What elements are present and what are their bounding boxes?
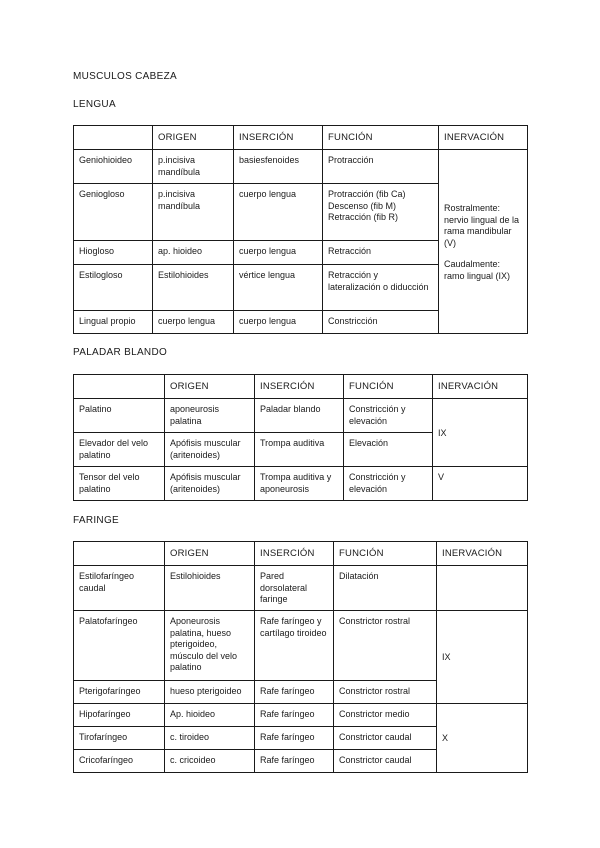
funcion-cell: Constrictor caudal xyxy=(334,727,437,750)
inervacion-caudal: Caudalmente: ramo lingual (IX) xyxy=(444,259,511,281)
musculo-cell: Elevador del velo palatino xyxy=(74,433,165,467)
musculo-cell: Lingual propio xyxy=(74,311,153,334)
origen-cell: aponeurosis palatina xyxy=(165,399,255,433)
table-row xyxy=(74,704,528,727)
funcion-cell: Retracción y lateralización o diducción xyxy=(323,265,439,311)
header-cell: ORIGEN xyxy=(165,542,255,566)
origen-cell: Apófisis muscular (aritenoides) xyxy=(165,467,255,501)
inervacion-cell: IX xyxy=(437,611,528,704)
header-cell: FUNCIÓN xyxy=(344,375,433,399)
table-header-row xyxy=(74,126,528,150)
header-cell: INSERCIÓN xyxy=(234,126,323,150)
header-cell: ORIGEN xyxy=(153,126,234,150)
origen-cell: p.incisiva mandíbula xyxy=(153,184,234,241)
header-cell: INERVACIÓN xyxy=(439,126,528,150)
musculo-cell: Estilogloso xyxy=(74,265,153,311)
funcion-cell: Constrictor rostral xyxy=(334,681,437,704)
origen-cell: hueso pterigoideo xyxy=(165,681,255,704)
funcion-cell: Constrictor rostral xyxy=(334,611,437,681)
insercion-cell: Trompa auditiva xyxy=(255,433,344,467)
origen-cell: p.incisiva mandíbula xyxy=(153,150,234,184)
musculo-cell: Geniohioideo xyxy=(74,150,153,184)
insercion-cell: Rafe faríngeo xyxy=(255,727,334,750)
musculo-cell: Hiogloso xyxy=(74,241,153,265)
inervacion-cell xyxy=(437,566,528,611)
origen-cell: Aponeurosis palatina, hueso pterigoideo, músculo del velo palatino xyxy=(165,611,255,681)
insercion-cell: Trompa auditiva y aponeurosis xyxy=(255,467,344,501)
musculo-cell: Tirofaríngeo xyxy=(74,727,165,750)
header-cell: INERVACIÓN xyxy=(437,542,528,566)
insercion-cell: cuerpo lengua xyxy=(234,241,323,265)
funcion-cell: Constrictor medio xyxy=(334,704,437,727)
insercion-cell: basiesfenoides xyxy=(234,150,323,184)
funcion-cell: Dilatación xyxy=(334,566,437,611)
origen-cell: Estilohioides xyxy=(153,265,234,311)
section-title-lengua: LENGUA xyxy=(73,99,116,110)
origen-cell: ap. hioideo xyxy=(153,241,234,265)
insercion-cell: cuerpo lengua xyxy=(234,184,323,241)
origen-cell: cuerpo lengua xyxy=(153,311,234,334)
insercion-cell: vértice lengua xyxy=(234,265,323,311)
header-cell: INSERCIÓN xyxy=(255,375,344,399)
funcion-cell: Protracción xyxy=(323,150,439,184)
insercion-cell: Rafe faríngeo xyxy=(255,704,334,727)
header-cell xyxy=(74,375,165,399)
insercion-cell: Paladar blando xyxy=(255,399,344,433)
funcion-cell: Constricción y elevación xyxy=(344,399,433,433)
funcion-cell: Protracción (fib Ca) Descenso (fib M) Retracción (fib R) xyxy=(323,184,439,241)
header-cell xyxy=(74,126,153,150)
origen-cell: c. tiroideo xyxy=(165,727,255,750)
header-cell: FUNCIÓN xyxy=(334,542,437,566)
origen-cell: c. cricoideo xyxy=(165,750,255,773)
origen-cell: Ap. hioideo xyxy=(165,704,255,727)
musculo-cell: Palatofaríngeo xyxy=(74,611,165,681)
inervacion-cell: IX xyxy=(433,399,528,467)
funcion-cell: Constrictor caudal xyxy=(334,750,437,773)
funcion-cell: Retracción xyxy=(323,241,439,265)
table-row xyxy=(74,467,528,501)
table-row xyxy=(74,150,528,184)
origen-cell: Apófisis muscular (aritenoides) xyxy=(165,433,255,467)
funcion-cell: Constricción y elevación xyxy=(344,467,433,501)
table-header-row xyxy=(74,542,528,566)
funcion-cell: Elevación xyxy=(344,433,433,467)
inervacion-cell xyxy=(439,150,528,334)
funcion-cell: Constricción xyxy=(323,311,439,334)
section-title-paladar: PALADAR BLANDO xyxy=(73,347,168,358)
insercion-cell: cuerpo lengua xyxy=(234,311,323,334)
musculo-cell: Palatino xyxy=(74,399,165,433)
insercion-cell: Rafe faríngeo y cartílago tiroideo xyxy=(255,611,334,681)
table-row xyxy=(74,399,528,433)
header-cell: ORIGEN xyxy=(165,375,255,399)
insercion-cell: Rafe faríngeo xyxy=(255,750,334,773)
insercion-cell: Rafe faríngeo xyxy=(255,681,334,704)
header-cell xyxy=(74,542,165,566)
paladar-table xyxy=(73,374,528,501)
faringe-table xyxy=(73,541,528,773)
table-row xyxy=(74,611,528,681)
header-cell: FUNCIÓN xyxy=(323,126,439,150)
table-header-row xyxy=(74,375,528,399)
musculo-cell: Pterigofaríngeo xyxy=(74,681,165,704)
header-cell: INERVACIÓN xyxy=(433,375,528,399)
document-title: MUSCULOS CABEZA xyxy=(73,71,177,82)
musculo-cell: Estilofaríngeo caudal xyxy=(74,566,165,611)
inervacion-cell: V xyxy=(433,467,528,501)
origen-cell: Estilohioides xyxy=(165,566,255,611)
musculo-cell: Cricofaríngeo xyxy=(74,750,165,773)
musculo-cell: Geniogloso xyxy=(74,184,153,241)
insercion-cell: Pared dorsolateral faringe xyxy=(255,566,334,611)
header-cell: INSERCIÓN xyxy=(255,542,334,566)
table-row xyxy=(74,566,528,611)
musculo-cell: Hipofaríngeo xyxy=(74,704,165,727)
musculo-cell: Tensor del velo palatino xyxy=(74,467,165,501)
lengua-table xyxy=(73,125,528,334)
inervacion-rostral: Rostralmente: nervio lingual de la rama mandibular (V) xyxy=(444,203,520,248)
section-title-faringe: FARINGE xyxy=(73,515,119,526)
inervacion-cell: X xyxy=(437,704,528,773)
